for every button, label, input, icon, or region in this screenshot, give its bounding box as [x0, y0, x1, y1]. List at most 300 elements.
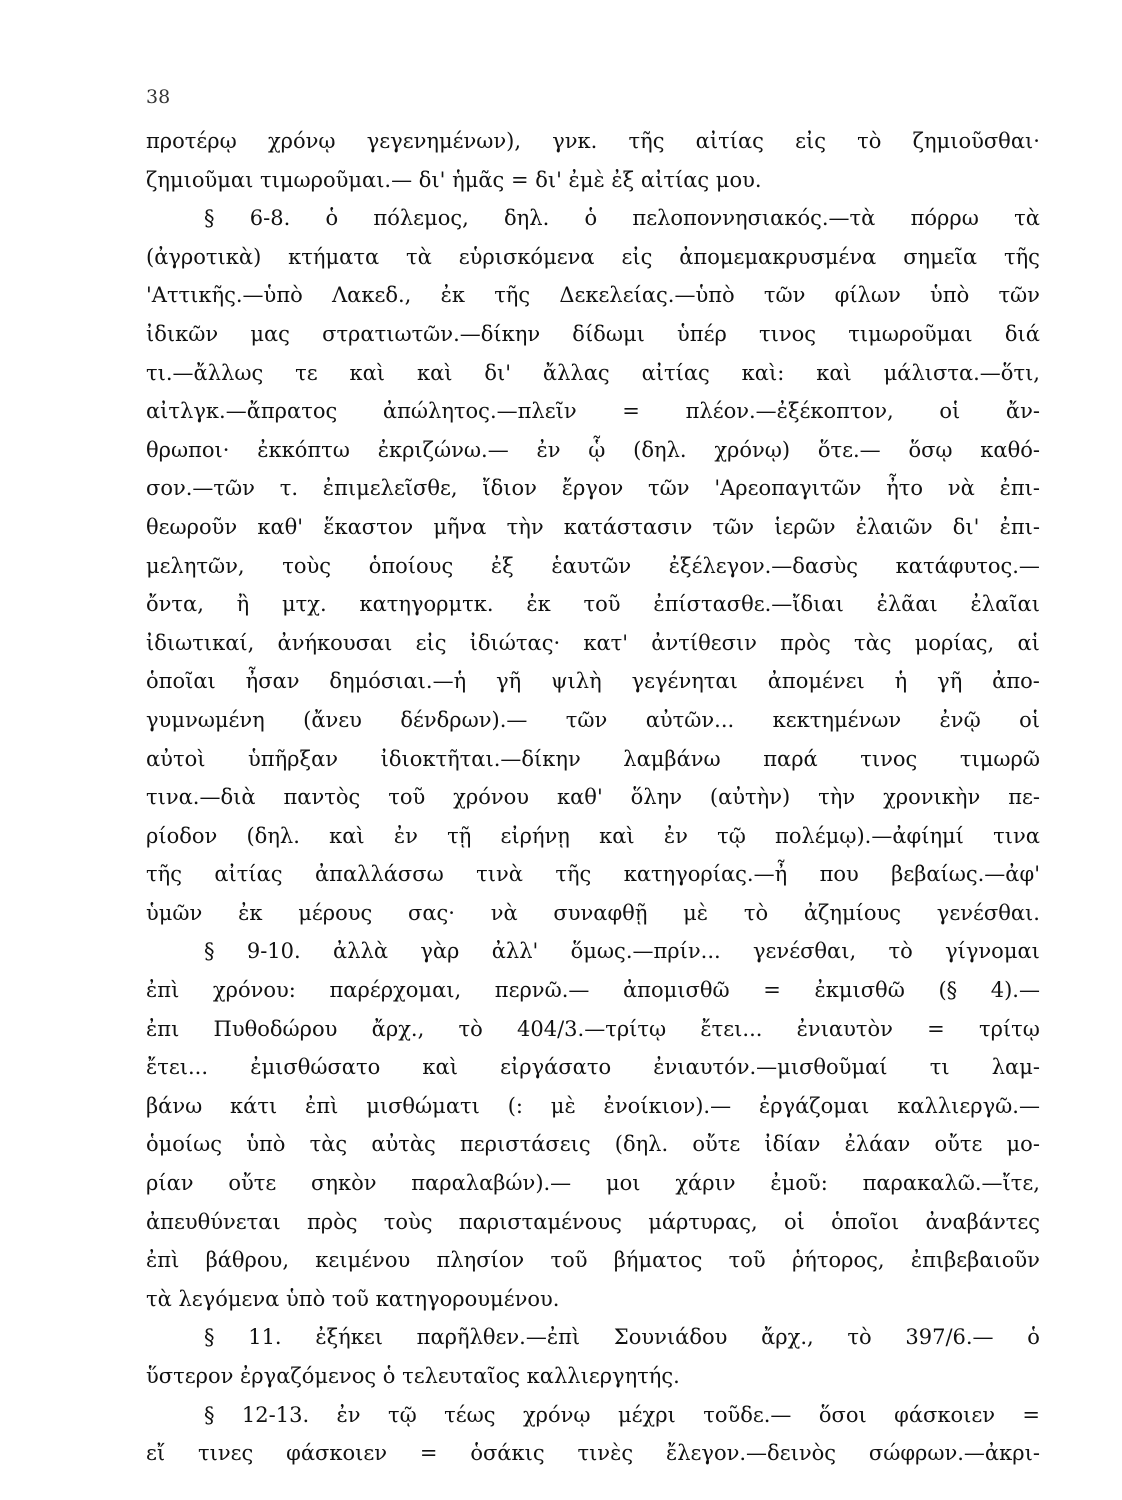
page-number: 38 — [146, 86, 171, 108]
word: ὁμοίως — [146, 1132, 223, 1157]
text-line — [146, 1241, 1040, 1280]
word: ἢ — [236, 592, 250, 617]
word: (§ — [938, 978, 958, 1003]
word: δηλ. — [504, 206, 550, 231]
word: ἐνιαυτὸν — [796, 1016, 893, 1041]
text-line — [146, 547, 1040, 586]
word: καὶ — [349, 360, 386, 385]
word: τοῦδε.— — [703, 1402, 792, 1427]
word: κατηγορίας.—ἦ — [623, 862, 788, 887]
word: ἑαυτῶν — [551, 553, 632, 578]
word: ἐξ — [490, 553, 514, 578]
word: καθ' — [557, 785, 603, 810]
word: τινα — [993, 823, 1040, 848]
word: ἐκριζώνω.— — [377, 437, 509, 462]
word: τινα.—διὰ — [146, 785, 256, 810]
word: διά — [1004, 321, 1040, 346]
word: ὅτε.— — [817, 437, 881, 462]
word: ἔτει... — [700, 1016, 763, 1041]
word: ἔτει... — [146, 1055, 209, 1080]
word: τῆς — [555, 862, 592, 887]
word: αἰτίας — [641, 360, 710, 385]
word: στρατιωτῶν.—δίκην — [322, 321, 541, 346]
word: τὰ — [406, 244, 432, 269]
word: ἰδιώτας· — [469, 630, 561, 655]
word: γεγένηται — [631, 669, 738, 694]
word: ἦσαν — [245, 669, 300, 694]
word: κτήματα — [288, 244, 380, 269]
word: ὁποῖοι — [831, 1209, 900, 1234]
word: οὔτε — [228, 1171, 277, 1196]
word: μέρους — [298, 900, 373, 925]
word: ἄν- — [1005, 399, 1040, 424]
word: ἐνιαυτόν.—μισθοῦμαί — [653, 1055, 888, 1080]
word: δημόσιαι.—ἡ — [329, 669, 467, 694]
word: (δηλ. — [246, 823, 300, 848]
word: περιστάσεις — [459, 1132, 591, 1157]
word: ἄρχ., — [761, 1325, 814, 1350]
word: βεβαίως.—ἀφ' — [891, 862, 1040, 887]
word: φίλων — [834, 283, 901, 308]
word: (δηλ. — [614, 1132, 669, 1157]
word: (αὐτὴν) — [709, 785, 791, 810]
word: τινὲς — [577, 1441, 634, 1466]
word: = — [419, 1441, 438, 1466]
word: αὐτοὶ — [146, 746, 206, 771]
word: τινες — [197, 1441, 254, 1466]
word: εἰς — [415, 630, 447, 655]
word: τὸ — [743, 900, 769, 925]
text-line — [146, 354, 1040, 393]
word: θρωποι· — [146, 437, 230, 462]
word: γῆ — [937, 669, 963, 694]
word: παρισταμένους — [458, 1209, 622, 1234]
word: τιμωροῦμαι — [848, 321, 973, 346]
word: § — [204, 1402, 215, 1427]
word: αὐτῶν... — [645, 707, 735, 732]
word: σον.—τῶν — [146, 476, 255, 501]
word: (δηλ. — [633, 437, 687, 462]
word: κατάφυτος.— — [895, 553, 1040, 578]
word: γὰρ — [420, 939, 460, 964]
text-line — [146, 1280, 1040, 1319]
line-text: ὕστερον ἐργαζόμενος ὁ τελευταῖος καλλιεργητής. — [146, 1364, 680, 1388]
word: γῆ — [496, 669, 522, 694]
word: πολέμῳ).—ἀφίημί — [775, 823, 964, 848]
word: μτχ. — [282, 592, 327, 617]
word: § — [204, 939, 215, 964]
line-text: ζημιοῦμαι τιμωροῦμαι.— δι' ἡμᾶς = δι' ἐμὲ ἐξ αἰτίας μου. — [146, 167, 762, 192]
word: ἀνήκουσαι — [277, 630, 393, 655]
word: τῶν — [712, 514, 755, 539]
word: ὅλην — [630, 785, 682, 810]
word: μισθώματι — [366, 1093, 480, 1118]
word: οἱ — [939, 399, 961, 424]
word: ἀπευθύνεται — [146, 1209, 281, 1234]
word: σημεῖα — [903, 244, 978, 269]
word: ῥήτορος, — [791, 1248, 885, 1273]
word: νὰ — [947, 476, 975, 501]
word: = — [927, 1016, 945, 1041]
word: ὄντα, — [146, 592, 204, 617]
word: λαμβάνω — [623, 746, 721, 771]
word: ἐπὶ — [146, 1248, 180, 1273]
word: παρῆλθεν.—ἐπὶ — [416, 1325, 581, 1350]
word: τῶν — [648, 476, 690, 501]
text-line — [146, 855, 1040, 894]
word: καθό- — [980, 437, 1040, 462]
word: καὶ — [599, 823, 635, 848]
word: καὶ — [329, 823, 365, 848]
word: ἰδικῶν — [146, 321, 219, 346]
word: ἦτο — [886, 476, 924, 501]
word: (ἀγροτικὰ) — [146, 244, 262, 269]
word: ὁ — [325, 206, 339, 231]
word: εἰς — [621, 244, 653, 269]
word: ἀναβάντες — [925, 1209, 1040, 1234]
word: ὑμῶν — [146, 900, 203, 925]
word: ὑπὸ — [930, 283, 970, 308]
word: ἕκαστον — [323, 514, 414, 539]
word: κειμένου — [315, 1248, 411, 1273]
word: τρίτῳ — [978, 1016, 1040, 1041]
word: ρίαν — [146, 1171, 194, 1196]
word: ἐν — [336, 1402, 361, 1427]
word: δίδωμι — [572, 321, 645, 346]
word: τινος — [759, 321, 817, 346]
text-line — [146, 508, 1040, 547]
word: ἐπιβεβαιοῦν — [910, 1248, 1040, 1273]
word: τῇ — [447, 823, 472, 848]
word: παντὸς — [283, 785, 361, 810]
word: ἀλλ' — [491, 939, 539, 964]
word: πλέον.—ἐξέκοπτον, — [685, 399, 894, 424]
word: ἐλαῖαι — [970, 592, 1040, 617]
word: Σουνιάδου — [613, 1325, 728, 1350]
word: δι' — [484, 360, 512, 385]
word: μῆνα — [433, 514, 487, 539]
word: ὅσοι — [818, 1402, 867, 1427]
text-line — [146, 1357, 1040, 1396]
word: ὑπέρ — [677, 321, 727, 346]
word: αἰτίας — [214, 862, 283, 887]
text-line — [146, 199, 1040, 238]
word: μὲ — [683, 900, 709, 925]
text-line — [146, 1164, 1040, 1203]
word: γνκ. — [552, 129, 598, 153]
word: πρὸς — [780, 630, 831, 655]
text-line — [146, 624, 1040, 663]
word: ἐξήκει — [315, 1325, 383, 1350]
word: πόρρω — [910, 206, 979, 231]
word: ἀπαλλάσσω — [314, 862, 444, 887]
word: πόλεμος, — [373, 206, 469, 231]
word: γυμνωμένη — [146, 707, 265, 732]
word: 11. — [248, 1325, 282, 1350]
word: τοῦ — [728, 1248, 766, 1273]
word: πε- — [1008, 785, 1040, 810]
word: παρέρχομαι, — [329, 978, 462, 1003]
word: καλλιεργῶ.— — [897, 1093, 1040, 1118]
text-line — [146, 894, 1040, 933]
word: μοι — [605, 1171, 641, 1196]
word: ὁποῖαι — [146, 669, 216, 694]
word: ἄρχ., — [371, 1016, 425, 1041]
word: ἔλεγον.—δεινὸς — [665, 1441, 836, 1466]
word: (: — [507, 1093, 523, 1118]
word: ἐπὶ — [305, 1093, 339, 1118]
word: ἐν — [663, 823, 688, 848]
word: ἀπώλητος.—πλεῖν — [382, 399, 577, 424]
word: καὶ: — [741, 360, 785, 385]
word: τε — [295, 360, 318, 385]
word: ἀντίθεσιν — [651, 630, 757, 655]
word: εὑρισκόμενα — [458, 244, 595, 269]
word: μας — [250, 321, 290, 346]
word: καὶ — [816, 360, 852, 385]
word: μελητῶν, — [146, 553, 245, 578]
word: τοὺς — [383, 1209, 433, 1234]
word: τοὺς — [282, 553, 332, 578]
word: βάθρου, — [205, 1248, 289, 1273]
text-line — [146, 778, 1040, 817]
word: τὸ — [847, 1325, 872, 1350]
word: νὰ — [490, 900, 518, 925]
word: τὰ — [1014, 206, 1040, 231]
word: ψιλὴ — [551, 669, 602, 694]
word: Πυθοδώρου — [213, 1016, 338, 1041]
word: κατ' — [583, 630, 629, 655]
word: ἐξέλεγον.—δασὺς — [668, 553, 858, 578]
word: συναφθῇ — [553, 900, 648, 925]
word: = — [622, 399, 640, 424]
word: παρακαλῶ.—ἴτε, — [862, 1171, 1040, 1196]
word: τινὰ — [476, 862, 523, 887]
word: χρόνῳ — [522, 1402, 591, 1427]
word: μάλιστα.—ὅτι, — [883, 360, 1040, 385]
word: ἐμισθώσατο — [250, 1055, 381, 1080]
text-line — [146, 276, 1040, 315]
text-line — [146, 701, 1040, 740]
word: κατηγορμτκ. — [359, 592, 494, 617]
word: παραλαβών).— — [411, 1171, 572, 1196]
word: μὲ — [550, 1093, 576, 1118]
word: ὁ — [1027, 1325, 1040, 1350]
word: ᾧ — [588, 437, 606, 462]
word: ἐπιμελεῖσθε, — [322, 476, 458, 501]
word: κεκτημένων — [772, 707, 902, 732]
word: ἀπομένει — [767, 669, 865, 694]
word: κάτι — [230, 1093, 278, 1118]
word: ὑπῆρξαν — [248, 746, 339, 771]
word: δι' — [952, 514, 980, 539]
word: ἐκ — [440, 283, 465, 308]
word: § — [204, 1325, 215, 1350]
word: τὸ — [857, 129, 882, 153]
word: ἀζημίους — [803, 900, 902, 925]
line-text: τὰ λεγόμενα ὑπὸ τοῦ κατηγορουμένου. — [146, 1286, 560, 1311]
word: ἐπι — [146, 1016, 180, 1041]
word: καὶ — [416, 360, 453, 385]
text-line — [146, 392, 1040, 431]
word: καθ' — [257, 514, 304, 539]
word: φάσκοιεν — [286, 1441, 387, 1466]
word: τὸ — [458, 1016, 483, 1041]
word: τῷ — [717, 823, 746, 848]
word: ἐν — [536, 437, 561, 462]
word: Δεκελείας.—ὑπὸ — [559, 283, 735, 308]
text-line — [146, 971, 1040, 1010]
text-line — [146, 238, 1040, 277]
word: 4).— — [990, 978, 1040, 1003]
word: παρά — [763, 746, 818, 771]
word: = — [763, 978, 781, 1003]
word: εἴ — [146, 1441, 166, 1466]
text-line — [146, 315, 1040, 354]
word: τι.—ἄλλως — [146, 360, 264, 385]
word: χρονικὴν — [883, 785, 981, 810]
word: τινος — [860, 746, 918, 771]
word: τὴν — [818, 785, 856, 810]
text-line — [146, 1203, 1040, 1242]
word: 397/6.— — [905, 1325, 994, 1350]
word: ἴδιον — [482, 476, 537, 501]
word: αἱ — [1017, 630, 1040, 655]
text-line — [146, 469, 1040, 508]
text-line — [146, 122, 1040, 161]
word: σας· — [408, 900, 455, 925]
text-line — [146, 1087, 1040, 1126]
word: οὔτε — [934, 1132, 983, 1157]
word: (ἄνευ — [303, 707, 362, 732]
word: 6-8. — [249, 206, 291, 231]
text-line — [146, 817, 1040, 856]
word: πρὸς — [306, 1209, 358, 1234]
word: χρόνου — [453, 785, 530, 810]
word: αἰτλγκ.—ἄπρατος — [146, 399, 338, 424]
word: κατάστασιν — [563, 514, 693, 539]
text-line — [146, 161, 1040, 200]
word: τῷ — [387, 1402, 417, 1427]
word: περνῶ.— — [494, 978, 590, 1003]
word: βάνω — [146, 1093, 203, 1118]
word: ἀπομισθῶ — [622, 978, 730, 1003]
word: ἰδίαν — [764, 1132, 821, 1157]
word: ὑπὸ — [246, 1132, 286, 1157]
word: γενέσθαι, — [753, 939, 857, 964]
word: οὔτε — [692, 1132, 741, 1157]
word: εἰς — [795, 129, 826, 153]
word: τῶν — [998, 283, 1040, 308]
word: σηκὸν — [311, 1171, 377, 1196]
text-line — [146, 740, 1040, 779]
word: ρίοδον — [146, 823, 218, 848]
word: ἐλαιῶν — [855, 514, 933, 539]
word: τῆς — [494, 283, 531, 308]
word: χρόνῳ — [267, 129, 336, 153]
word: πλησίον — [436, 1248, 525, 1273]
word: εἰρήνῃ — [500, 823, 570, 848]
word: τὸ — [888, 939, 913, 964]
word: 404/3.—τρίτῳ — [517, 1016, 667, 1041]
word: μέχρι — [617, 1402, 676, 1427]
word: ἐκμισθῶ — [814, 978, 905, 1003]
word: ἐπὶ — [146, 978, 180, 1003]
text-line — [146, 1125, 1040, 1164]
word: § — [204, 206, 215, 231]
word: αὐτὰς — [371, 1132, 436, 1157]
text-line — [146, 1318, 1040, 1357]
word: οἱ — [783, 1209, 805, 1234]
word: μάρτυρας, — [648, 1209, 758, 1234]
text-line — [146, 585, 1040, 624]
word: τῶν — [565, 707, 608, 732]
word: τὰς — [309, 1132, 348, 1157]
word: ἐπι- — [999, 514, 1040, 539]
word: λαμ- — [991, 1055, 1040, 1080]
word: ἐν — [393, 823, 418, 848]
word: ἱερῶν — [774, 514, 836, 539]
word: ἐργάζομαι — [758, 1093, 870, 1118]
word: που — [819, 862, 859, 887]
word: ἡ — [894, 669, 908, 694]
word: ὅσῳ — [908, 437, 953, 462]
word: ὁποίους — [368, 553, 454, 578]
word: ἐνῷ — [939, 707, 981, 732]
word: τῆς — [628, 129, 665, 153]
word: ἐκ — [238, 900, 263, 925]
word: ἄλλας — [542, 360, 610, 385]
word: ἀπο- — [992, 669, 1040, 694]
word: τέως — [444, 1402, 496, 1427]
word: 'Αρεοπαγιτῶν — [714, 476, 862, 501]
word: 9-10. — [246, 939, 301, 964]
word: ὁσάκις — [470, 1441, 545, 1466]
word: πελοποννησιακός.—τὰ — [632, 206, 876, 231]
word: εἰργάσατο — [500, 1055, 612, 1080]
word: ἰδιωτικαί, — [146, 630, 255, 655]
word: Λακεδ., — [331, 283, 412, 308]
word: γενέσθαι. — [936, 900, 1040, 925]
word: τῶν — [763, 283, 806, 308]
word: = — [1022, 1402, 1040, 1427]
commentary-text — [146, 122, 1040, 1473]
word: τῆς — [146, 862, 182, 887]
word: καὶ — [422, 1055, 458, 1080]
word: 'Αττικῆς.—ὑπὸ — [146, 283, 303, 308]
word: τοῦ — [550, 1248, 588, 1273]
word: ἰδιοκτῆται.—δίκην — [380, 746, 581, 771]
word: ἐλάαν — [844, 1132, 911, 1157]
word: τιμωρῶ — [959, 746, 1040, 771]
text-line — [146, 1048, 1040, 1087]
word: χάριν — [675, 1171, 736, 1196]
word: ἔργον — [561, 476, 624, 501]
word: τ. — [279, 476, 299, 501]
word: ἐλᾶαι — [876, 592, 938, 617]
word: τοῦ — [583, 592, 621, 617]
word: ὅμως.—πρίν... — [570, 939, 721, 964]
text-line — [146, 431, 1040, 470]
text-line — [146, 1010, 1040, 1049]
word: ὁ — [584, 206, 598, 231]
word: αἰτίας — [695, 129, 764, 153]
word: δένδρων).— — [400, 707, 528, 732]
word: ἐνοίκιον).— — [603, 1093, 732, 1118]
word: ἐπι- — [999, 476, 1040, 501]
word: ἐκ — [526, 592, 551, 617]
text-line — [146, 932, 1040, 971]
